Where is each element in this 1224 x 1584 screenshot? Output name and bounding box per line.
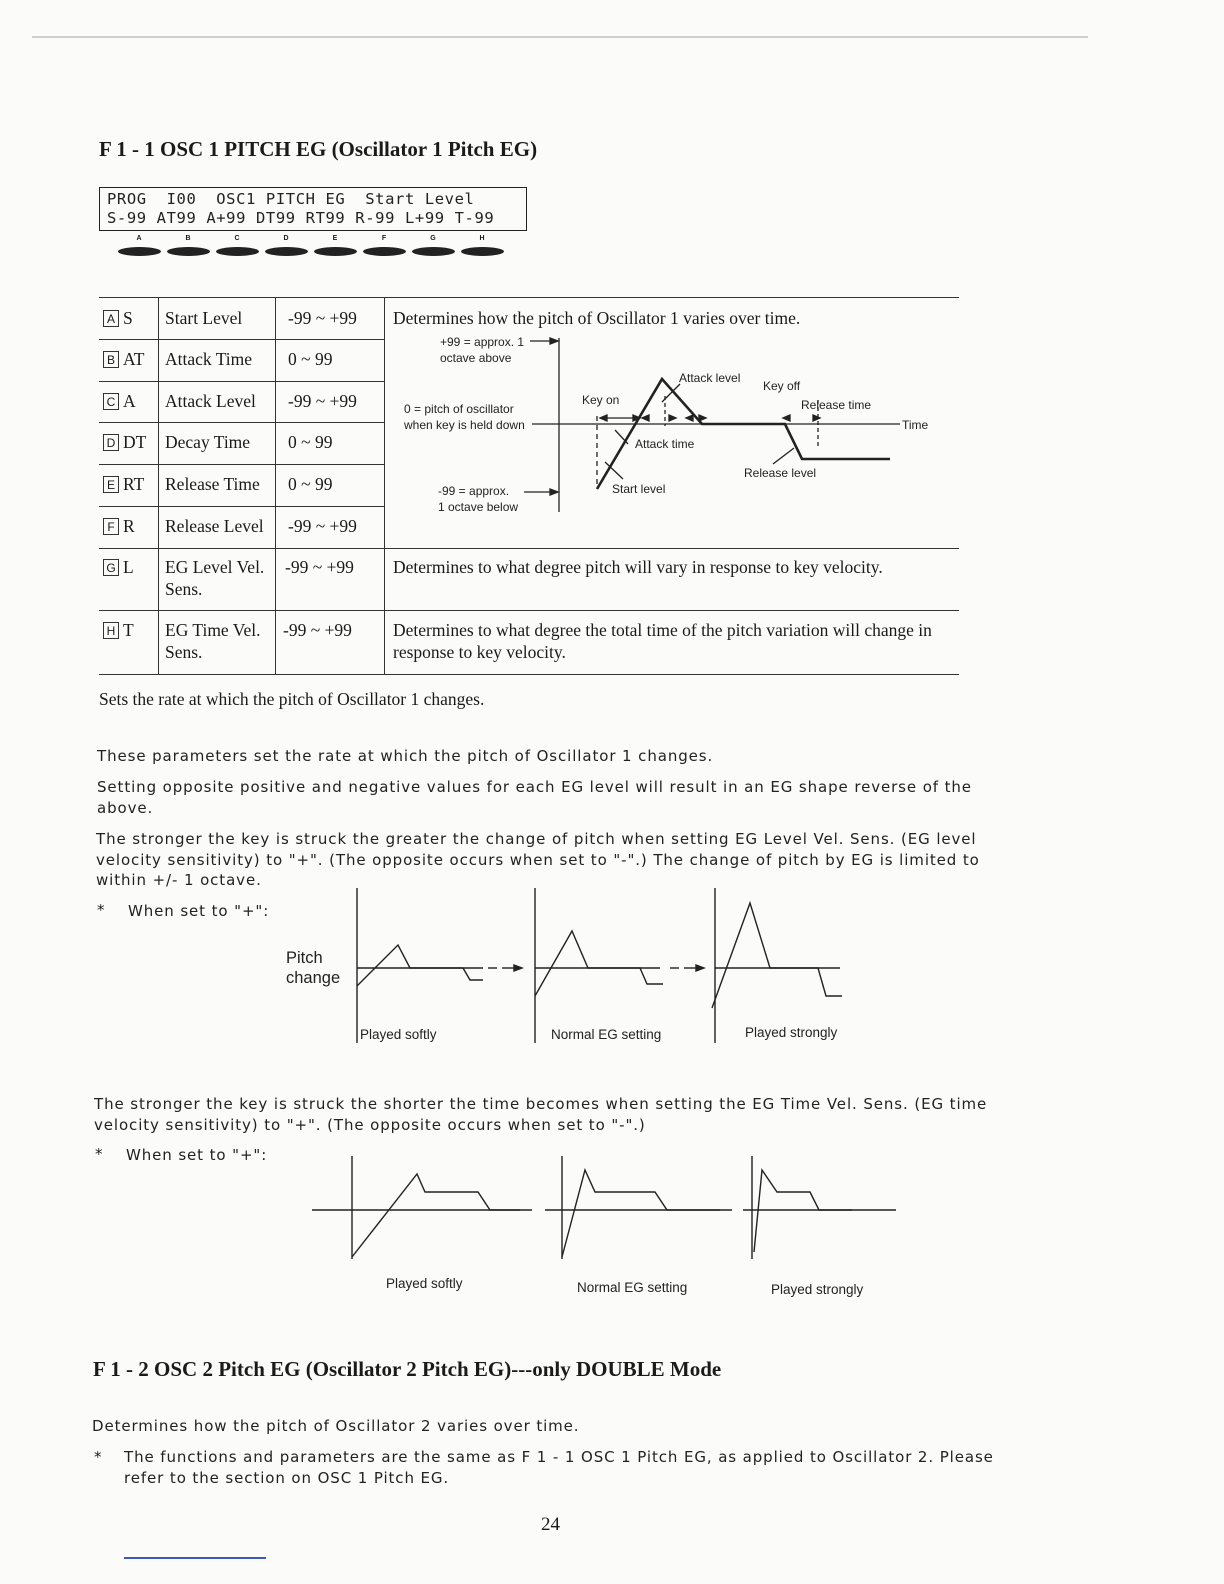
param-key-a: C A [103,390,136,412]
param-range-eg-level-vel: -99 ~ +99 [285,557,354,577]
param-key-at: B AT [103,348,144,370]
label-release-level: Release level [744,466,817,480]
fig2-label-softly: Played softly [386,1276,463,1291]
soft-key-g[interactable]: G [411,233,455,256]
page-number: 24 [541,1514,560,1535]
param-name-decay-time: Decay Time [165,432,251,452]
desc-pitch-eg: Determines how the pitch of Oscillator 1 varies over time. [393,308,801,328]
param-name-eg-level-vel: EG Level Vel. Sens. [165,557,265,599]
fig1-label-normal: Normal EG setting [551,1027,662,1042]
fig1-label-strongly: Played strongly [745,1025,838,1040]
bullet-star-3: * [94,1448,103,1466]
label-minus99: -99 = approx. [438,484,510,498]
label-time: Time [902,418,929,432]
param-key-dt: D DT [103,431,146,453]
note-osc2: The functions and parameters are the same as F 1 - 1 OSC 1 Pitch EG, as applied to Oscillator 2. Please refer to the section on OSC 1 Pitch EG. [124,1448,994,1487]
lcd-line-2: S-99 AT99 A+99 DT99 RT99 R-99 L+99 T-99 [107,209,495,227]
soft-key-h[interactable]: H [460,233,504,256]
label-plus99: +99 = approx. 1 [440,335,525,349]
change-label: change [286,969,341,987]
param-name-eg-time-vel: EG Time Vel. Sens. [165,620,261,662]
param-key-s: A S [103,307,133,329]
soft-key-c[interactable]: C [215,233,259,256]
param-range-attack-level: -99 ~ +99 [288,391,357,411]
label-start-level: Start level [612,482,666,496]
desc-level-vel: Determines to what degree pitch will vary in response to key velocity. [393,557,883,577]
soft-key-e[interactable]: E [313,233,357,256]
pitch-label: Pitch [286,949,323,967]
soft-key-d[interactable]: D [264,233,308,256]
table-caption: Sets the rate at which the pitch of Oscillator 1 changes. [99,689,485,709]
paragraph-osc2: Determines how the pitch of Oscillator 2 varies over time. [92,1417,580,1435]
soft-key-b[interactable]: B [166,233,210,256]
param-range-release-time: 0 ~ 99 [288,474,333,494]
paragraph-opposite: Setting opposite positive and negative values for each EG level will result in an EG shape reverse of the above. [97,778,972,817]
param-key-t: H T [103,619,134,641]
param-range-release-level: -99 ~ +99 [288,516,357,536]
section-title-f1-1: F 1 - 1 OSC 1 PITCH EG (Oscillator 1 Pitch EG) [99,137,538,161]
param-range-attack-time: 0 ~ 99 [288,349,333,369]
fig2-label-strongly: Played strongly [771,1282,864,1297]
param-name-attack-level: Attack Level [165,391,256,411]
paragraph-time-vel: The stronger the key is struck the shorter the time becomes when setting the EG Time Vel. Sens. (EG time velocity sensitivity) to "+". (The opposite occurs when set to "-".) [94,1095,988,1134]
label-key-on: Key on [582,393,620,407]
param-name-release-level: Release Level [165,516,264,536]
paragraph-rate: These parameters set the rate at which the pitch of Oscillator 1 changes. [97,747,714,765]
soft-key-a[interactable]: A [117,233,161,256]
fig1-label-softly: Played softly [360,1027,437,1042]
when-plus-label-1: When set to "+": [128,902,270,920]
label-octave-below: 1 octave below [438,500,519,514]
param-name-attack-time: Attack Time [165,349,253,369]
lcd-line-1: PROG I00 OSC1 PITCH EG Start Level [107,190,475,208]
soft-key-f[interactable]: F [362,233,406,256]
param-key-rt: E RT [103,473,144,495]
param-name-start-level: Start Level [165,308,243,328]
lcd-display [99,187,527,231]
label-release-time: Release time [801,398,872,412]
label-key-off: Key off [763,379,801,393]
label-zero-2: when key is held down [404,418,525,432]
paragraph-level-vel: The stronger the key is struck the greater the change of pitch when setting EG Level Vel. Sens. (EG level velocity sensitivity) to "+". (The opposite occurs when set to "-".) The change of pitch by EG is limited to within +/- 1 octave. [96,830,980,889]
bottom-blue-rule [124,1557,266,1559]
label-attack-level: Attack level [679,371,741,385]
param-range-start-level: -99 ~ +99 [288,308,357,328]
label-octave-above: octave above [440,351,512,365]
param-range-decay-time: 0 ~ 99 [288,432,333,452]
param-name-release-time: Release Time [165,474,260,494]
param-key-l: G L [103,556,134,578]
top-rule [32,36,1088,38]
pitch-change-figure [280,888,860,1048]
param-range-eg-time-vel: -99 ~ +99 [283,620,352,640]
desc-time-vel: Determines to what degree the total time of the pitch variation will change in response to key velocity. [393,620,932,662]
bullet-star-1: * [97,901,106,919]
eg-envelope-diagram [390,334,929,516]
soft-key-row [117,233,517,261]
section-title-f1-2: F 1 - 2 OSC 2 Pitch EG (Oscillator 2 Pitch EG)---only DOUBLE Mode [93,1357,722,1381]
time-change-figure [300,1152,910,1312]
param-key-r: F R [103,515,135,537]
label-zero-1: 0 = pitch of oscillator [404,402,514,416]
when-plus-label-2: When set to "+": [126,1146,268,1164]
fig2-label-normal: Normal EG setting [577,1280,688,1295]
label-attack-time: Attack time [635,437,695,451]
bullet-star-2: * [95,1145,104,1163]
